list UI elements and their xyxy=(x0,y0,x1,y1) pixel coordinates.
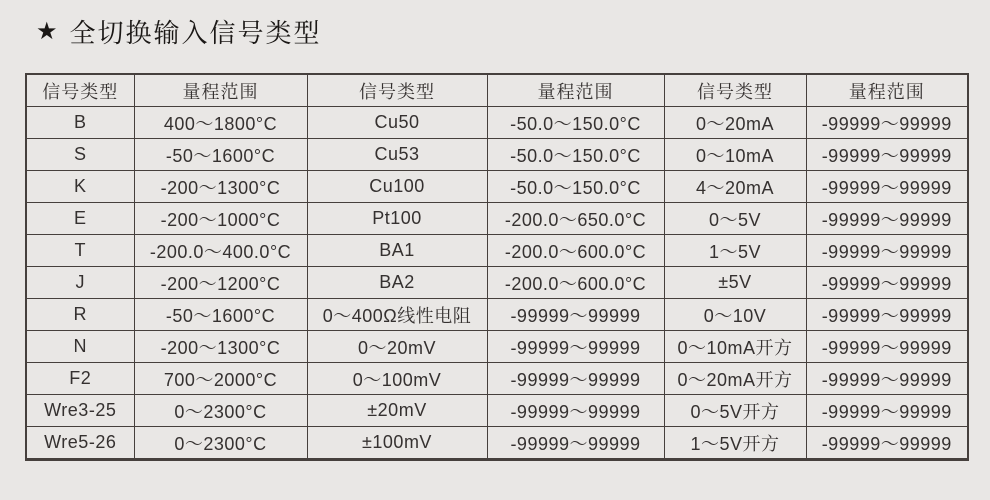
signal-type-cell: Cu53 xyxy=(307,139,487,171)
signal-type-cell: 0～5V xyxy=(664,203,806,235)
signal-type-cell: N xyxy=(26,331,134,363)
signal-type-cell: Wre5-26 xyxy=(26,427,134,460)
header-cell: 量程范围 xyxy=(134,74,307,107)
range-cell: 0～2300°C xyxy=(134,427,307,460)
table-row xyxy=(26,427,968,460)
header-cell: 信号类型 xyxy=(26,74,134,107)
signal-type-cell: T xyxy=(26,235,134,267)
table-row xyxy=(26,267,968,299)
signal-type-cell: 0～20mA xyxy=(664,107,806,139)
page-title xyxy=(36,13,322,50)
range-cell: -50～1600°C xyxy=(134,139,307,171)
signal-type-cell: Pt100 xyxy=(307,203,487,235)
range-cell: -99999～99999 xyxy=(806,171,968,203)
range-cell: -99999～99999 xyxy=(806,139,968,171)
range-cell: -99999～99999 xyxy=(806,395,968,427)
signal-type-cell: 0～10mA开方 xyxy=(664,331,806,363)
range-cell: -200.0～600.0°C xyxy=(487,267,664,299)
signal-type-cell: 1～5V xyxy=(664,235,806,267)
range-cell: -50.0～150.0°C xyxy=(487,171,664,203)
range-cell: -99999～99999 xyxy=(806,267,968,299)
signal-type-cell: J xyxy=(26,267,134,299)
range-cell: 700～2000°C xyxy=(134,363,307,395)
range-cell: 400～1800°C xyxy=(134,107,307,139)
signal-type-cell: E xyxy=(26,203,134,235)
table-row xyxy=(26,363,968,395)
table-row xyxy=(26,203,968,235)
table-header xyxy=(26,74,968,107)
table-row xyxy=(26,331,968,363)
signal-type-cell: 0～5V开方 xyxy=(664,395,806,427)
signal-type-cell: 0～10mA xyxy=(664,139,806,171)
range-cell: -99999～99999 xyxy=(806,107,968,139)
signal-type-cell: Wre3-25 xyxy=(26,395,134,427)
range-cell: -99999～99999 xyxy=(806,363,968,395)
range-cell: -99999～99999 xyxy=(806,331,968,363)
table-row xyxy=(26,395,968,427)
range-cell: -200～1300°C xyxy=(134,331,307,363)
range-cell: -99999～99999 xyxy=(487,427,664,460)
table-row xyxy=(26,299,968,331)
header-cell: 量程范围 xyxy=(487,74,664,107)
range-cell: -99999～99999 xyxy=(806,203,968,235)
star-icon: ★ xyxy=(36,18,58,45)
signal-type-cell: BA1 xyxy=(307,235,487,267)
range-cell: -99999～99999 xyxy=(806,427,968,460)
signal-type-table xyxy=(25,73,969,461)
signal-type-cell: ±100mV xyxy=(307,427,487,460)
page-title-text: 全切换输入信号类型 xyxy=(69,18,322,48)
range-cell: -99999～99999 xyxy=(806,235,968,267)
range-cell: -50～1600°C xyxy=(134,299,307,331)
table-row xyxy=(26,235,968,267)
header-cell: 信号类型 xyxy=(664,74,806,107)
range-cell: -200～1000°C xyxy=(134,203,307,235)
signal-type-cell: R xyxy=(26,299,134,331)
signal-type-cell: 0～100mV xyxy=(307,363,487,395)
range-cell: -50.0～150.0°C xyxy=(487,139,664,171)
range-cell: -200.0～600.0°C xyxy=(487,235,664,267)
signal-type-cell: 0～400Ω线性电阻 xyxy=(307,299,487,331)
range-cell: -200～1300°C xyxy=(134,171,307,203)
signal-type-cell: 0～20mV xyxy=(307,331,487,363)
signal-type-cell: 1～5V开方 xyxy=(664,427,806,460)
range-cell: 0～2300°C xyxy=(134,395,307,427)
range-cell: -99999～99999 xyxy=(487,395,664,427)
table-header-row xyxy=(26,74,968,107)
range-cell: -99999～99999 xyxy=(487,363,664,395)
signal-type-cell: K xyxy=(26,171,134,203)
signal-type-cell: 0～10V xyxy=(664,299,806,331)
range-cell: -200.0～650.0°C xyxy=(487,203,664,235)
signal-type-cell: B xyxy=(26,107,134,139)
range-cell: -200～1200°C xyxy=(134,267,307,299)
signal-type-cell: 0～20mA开方 xyxy=(664,363,806,395)
table-row xyxy=(26,107,968,139)
range-cell: -99999～99999 xyxy=(806,299,968,331)
header-cell: 信号类型 xyxy=(307,74,487,107)
signal-type-cell: ±20mV xyxy=(307,395,487,427)
signal-type-cell: ±5V xyxy=(664,267,806,299)
table-row xyxy=(26,139,968,171)
range-cell: -50.0～150.0°C xyxy=(487,107,664,139)
signal-type-cell: F2 xyxy=(26,363,134,395)
signal-type-cell: Cu50 xyxy=(307,107,487,139)
range-cell: -200.0～400.0°C xyxy=(134,235,307,267)
range-cell: -99999～99999 xyxy=(487,331,664,363)
signal-type-cell: 4～20mA xyxy=(664,171,806,203)
header-cell: 量程范围 xyxy=(806,74,968,107)
table-row xyxy=(26,171,968,203)
signal-type-cell: Cu100 xyxy=(307,171,487,203)
signal-type-cell: BA2 xyxy=(307,267,487,299)
signal-type-cell: S xyxy=(26,139,134,171)
table-body xyxy=(26,107,968,460)
range-cell: -99999～99999 xyxy=(487,299,664,331)
